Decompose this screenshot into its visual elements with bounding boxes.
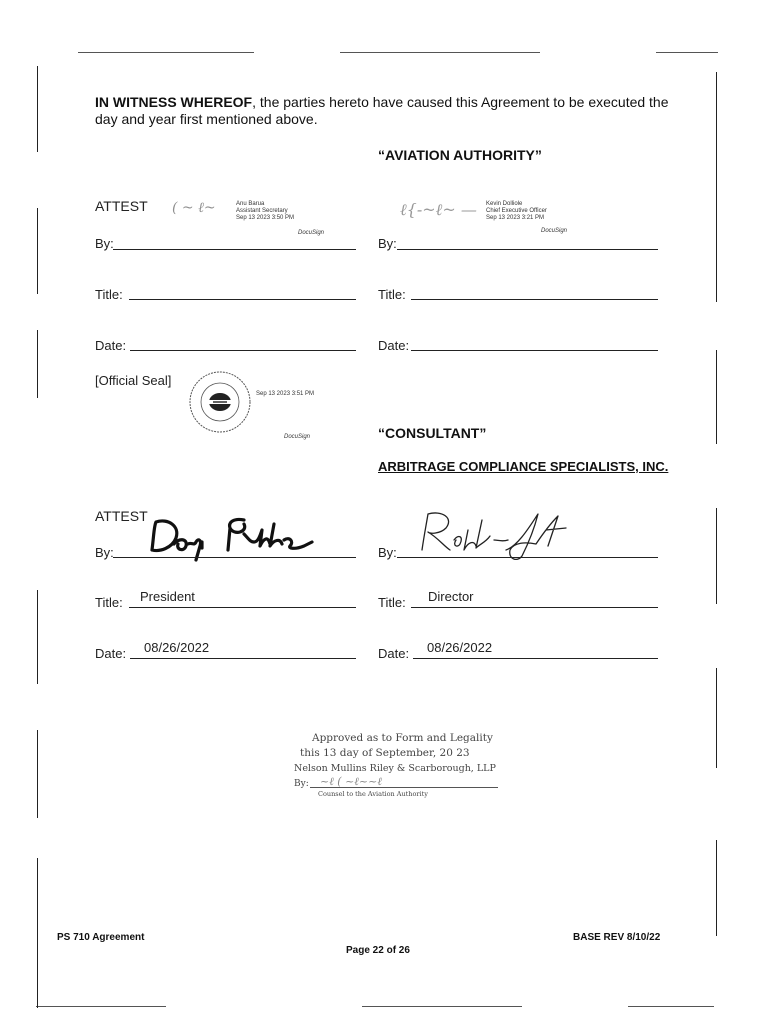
attest-signer-block <box>236 201 294 222</box>
title-line <box>411 299 658 300</box>
approval-signature: ~ℓ ( ~ℓ~~ℓ <box>320 775 382 788</box>
scan-edge-line <box>78 52 254 53</box>
footer-left: PS 710 Agreement <box>57 932 145 943</box>
scan-edge-line <box>36 1006 166 1007</box>
date-value: 08/26/2022 <box>427 640 493 655</box>
scan-margin-line <box>716 508 717 604</box>
ceo-signer-role: Chief Executive Officer <box>486 208 547 214</box>
footer-page-number: Page 22 of 26 <box>346 945 410 956</box>
attest-label: ATTEST <box>95 198 148 214</box>
date-line <box>130 658 356 659</box>
date-line <box>130 350 356 351</box>
attest-signer-date: Sep 13 2023 3:50 PM <box>236 215 295 221</box>
footer-right: BASE REV 8/10/22 <box>573 932 661 943</box>
attest-signer-name: Anu Barua <box>236 201 265 207</box>
by-signature-line <box>397 557 658 558</box>
docusign-mark: DocuSign <box>284 434 311 440</box>
by-label: By: <box>95 236 114 251</box>
date-line <box>413 658 658 659</box>
by-label: By: <box>95 545 114 560</box>
by-label: By: <box>378 545 397 560</box>
scan-margin-line <box>37 208 38 294</box>
scan-margin-line <box>37 66 38 152</box>
ceo-signer-date: Sep 13 2023 3:21 PM <box>486 215 545 221</box>
approval-line5: Counsel to the Aviation Authority <box>318 790 428 798</box>
date-line <box>411 350 658 351</box>
title-label: Title: <box>95 287 123 302</box>
director-signature <box>398 506 608 564</box>
ceo-signer-block <box>486 201 547 222</box>
approval-line3: Nelson Mullins Riley & Scarborough, LLP <box>294 763 496 774</box>
consultant-heading: “CONSULTANT” <box>378 425 487 441</box>
title-label: Title: <box>95 595 123 610</box>
approval-line1: Approved as to Form and Legality <box>312 732 493 744</box>
ceo-signer-name: Kevin Dolliole <box>486 201 523 207</box>
title-value: President <box>140 589 195 604</box>
title-line <box>129 607 356 608</box>
witness-text: , the parties hereto have caused this Agreement to be executed the <box>252 94 669 110</box>
scan-margin-line <box>37 730 38 818</box>
approval-stamp <box>294 731 534 799</box>
scan-margin-line <box>716 668 717 768</box>
by-signature-line <box>113 249 356 250</box>
scan-margin-line <box>37 590 38 684</box>
scan-edge-line <box>628 1006 714 1007</box>
official-seal-icon <box>188 370 252 434</box>
scan-margin-line <box>37 858 38 1008</box>
scan-edge-line <box>362 1006 522 1007</box>
seal-stamp-date: Sep 13 2023 3:51 PM <box>256 391 315 397</box>
date-label: Date: <box>95 646 127 661</box>
date-value: 08/26/2022 <box>144 640 210 655</box>
title-label: Title: <box>378 287 406 302</box>
title-value: Director <box>428 589 474 604</box>
witness-paragraph <box>95 94 695 128</box>
consultant-company: ARBITRAGE COMPLIANCE SPECIALISTS, INC. <box>378 459 669 474</box>
title-label: Title: <box>378 595 406 610</box>
by-signature-line <box>397 249 658 250</box>
docusign-mark: DocuSign <box>298 230 325 236</box>
witness-line2: day and year first mentioned above. <box>95 111 318 127</box>
title-line <box>411 607 658 608</box>
scan-margin-line <box>716 350 717 444</box>
authority-heading: “AVIATION AUTHORITY” <box>378 147 542 163</box>
title-line <box>129 299 356 300</box>
date-label: Date: <box>95 338 127 353</box>
by-label: By: <box>378 236 397 251</box>
scan-edge-line <box>656 52 718 53</box>
witness-bold: IN WITNESS WHEREOF <box>95 94 253 110</box>
approval-line2: this 13 day of September, 20 23 <box>300 747 470 759</box>
docusign-mark: DocuSign <box>541 228 568 234</box>
scan-margin-line <box>716 840 717 936</box>
approval-signature-line <box>310 787 498 788</box>
ceo-signature: ℓ{-~ℓ~ — <box>400 200 477 219</box>
date-label: Date: <box>378 646 410 661</box>
attest-label: ATTEST <box>95 508 148 524</box>
approval-by-label: By: <box>294 779 309 789</box>
attest-signature: ( ~ ℓ~ <box>172 200 216 216</box>
official-seal-label: [Official Seal] <box>95 373 172 388</box>
scan-margin-line <box>716 72 717 302</box>
scan-margin-line <box>37 330 38 398</box>
date-label: Date: <box>378 338 410 353</box>
attest-signer-role: Assistant Secretary <box>236 208 288 214</box>
by-signature-line <box>113 557 356 558</box>
scan-edge-line <box>340 52 540 53</box>
